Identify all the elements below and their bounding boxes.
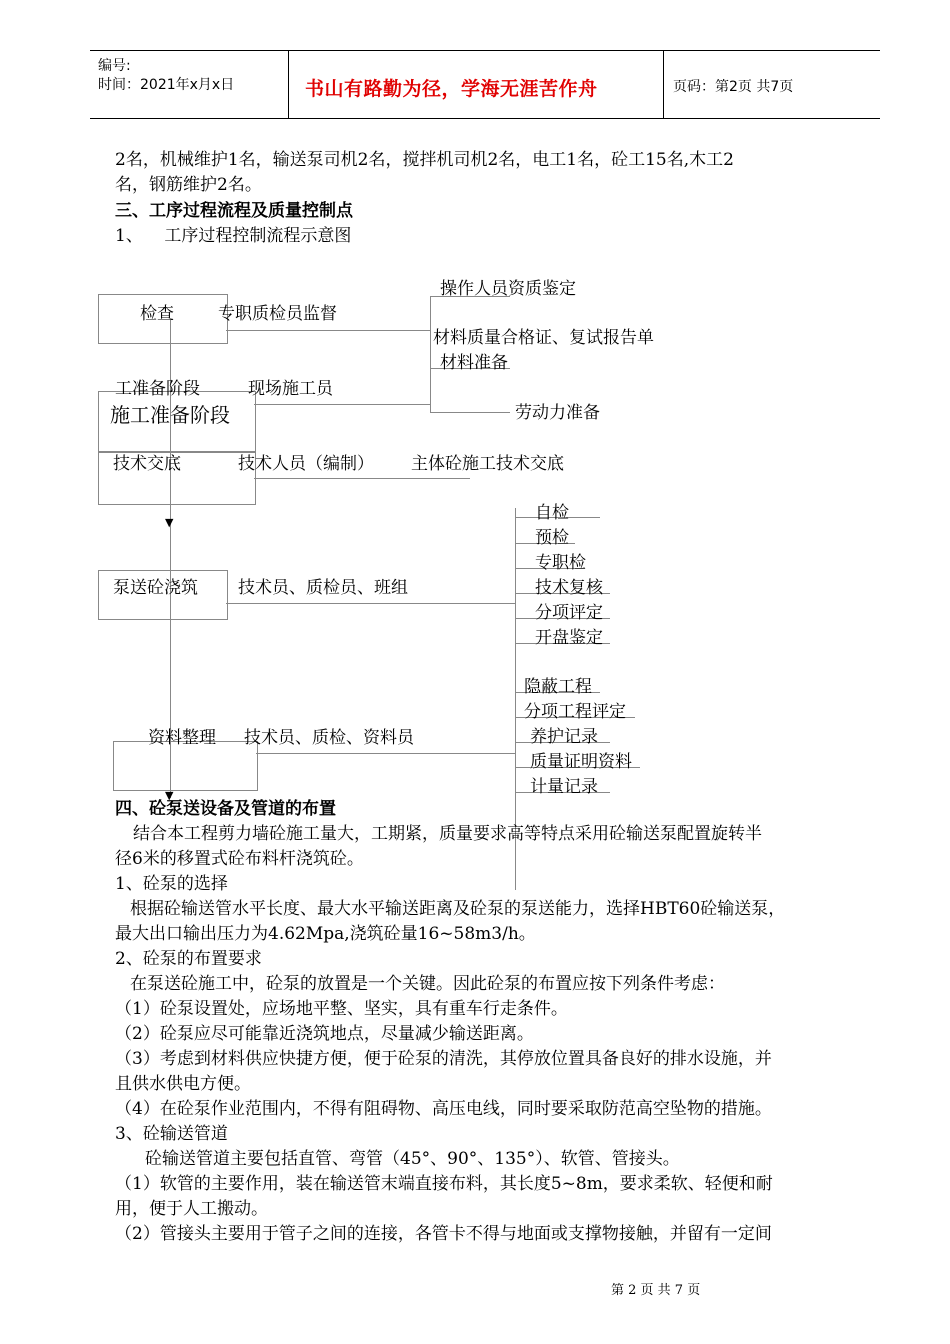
connector-prep [254,404,430,405]
flow-tech-label: 技术交底 [113,454,181,474]
flow-record-item: 质量证明资料 [530,752,632,772]
flow-check-item: 自检 [535,503,569,523]
section4-j2: （2）管接头主要用于管子之间的连接，各管卡不得与地面或支撑物接触，并留有一定间 [115,1224,772,1244]
flow-record-item: 计量记录 [530,777,598,797]
header-page-label: 页码：第2页 共7页 [673,79,794,95]
page-footer: 第 2 页 共 7 页 [611,1283,701,1298]
section4-sub1: 1、砼泵的选择 [115,874,228,894]
flow-tech-person: 技术人员（编制） [238,454,374,474]
header-divider-right [663,50,664,118]
flow-inspection-person: 专职质检员监督 [218,304,337,324]
section4-p3: 在泵送砼施工中，砼泵的放置是一个关键。因此砼泵的布置应按下列条件考虑： [130,974,725,994]
flow-check-item: 分项评定 [535,603,603,623]
header-time-label: 时间：2021年x月x日 [98,77,235,93]
header-number-label: 编号: [98,58,131,74]
flow-prep-box-label: 施工准备阶段 [110,403,230,427]
flow-documentation-label: 资料整理 [148,728,216,748]
flow-check-item: 预检 [535,528,569,548]
connector-tech [254,478,470,479]
para1-line2: 名，钢筋维护2名。 [115,175,262,195]
flow-prep-person: 现场施工员 [248,379,333,399]
flow-prep-small-label: 工准备阶段 [115,379,200,399]
flow-labor: 劳动力准备 [515,403,600,423]
section4-item3-line2: 且供水供电方便。 [115,1074,251,1094]
section4-p1-line2: 径6米的移置式砼布料杆浇筑砼。 [115,849,364,869]
flow-qualification: 操作人员资质鉴定 [440,279,576,299]
flow-documentation-persons: 技术员、质检、资料员 [244,728,414,748]
arrow-down-icon: ▼ [165,789,174,802]
section4-item4: （4）在砼泵作业范围内，不得有阻碍物、高压电线，同时要采取防范高空坠物的措施。 [115,1099,772,1119]
section3-title: 三、工序过程流程及质量控制点 [115,201,353,221]
flow-record-item: 隐蔽工程 [524,677,592,697]
flow-tech-content: 主体砼施工技术交底 [411,454,564,474]
flow-check-item: 技术复核 [535,578,603,598]
arrow-down-icon: ▼ [165,516,174,529]
flow-inspection-label: 检查 [140,304,174,324]
header-bottom-rule [90,118,880,119]
flow-check-item: 专职检 [535,553,586,573]
flow-material-cert: 材料质量合格证、复试报告单 [433,328,654,348]
connector-top-group-vertical [430,296,431,412]
section4-p2-line1: 根据砼输送管水平长度、最大水平输送距离及砼泵的泵送能力，选择HBT60砼输送泵， [130,899,786,919]
section4-sub3: 3、砼输送管道 [115,1124,228,1144]
header-motto: 书山有路勤为径，学海无涯苦作舟 [305,78,598,100]
connector-labor [430,412,510,413]
section4-item2: （2）砼泵应尽可能靠近浇筑地点，尽量减少输送距离。 [115,1024,534,1044]
section4-sub2: 2、砼泵的布置要求 [115,949,262,969]
section4-j1-line2: 用，便于人工搬动。 [115,1199,268,1219]
flow-record-item: 养护记录 [530,727,598,747]
section4-j1-line1: （1）软管的主要作用，装在输送管末端直接布料，其长度5~8m，要求柔软、轻便和耐 [115,1174,773,1194]
flow-material-prep: 材料准备 [440,353,508,373]
header-divider-left [288,50,289,118]
section3-subtitle: 1、 工序过程控制流程示意图 [115,226,352,246]
flow-record-item: 分项工程评定 [524,702,626,722]
para1-line1: 2名，机械维护1名，输送泵司机2名，搅拌机司机2名，电工1名，砼工15名,木工2 [115,150,734,170]
connector-documentation [256,753,515,754]
header-top-rule [90,50,880,51]
flow-pumping-label: 泵送砼浇筑 [113,578,198,598]
flow-check-item: 开盘鉴定 [535,628,603,648]
flow-box-documentation [113,741,258,791]
section4-p1-line1: 结合本工程剪力墙砼施工量大，工期紧，质量要求高等特点采用砼输送泵配置旋转半 [133,824,762,844]
connector-inspection [226,330,430,331]
connector-pumping [226,603,515,604]
section4-p2-line2: 最大出口输出压力为4.62Mpa,浇筑砼量16~58m3/h。 [115,924,536,944]
flow-pumping-persons: 技术员、质检员、班组 [238,578,408,598]
section4-item3-line1: （3）考虑到材料供应快捷方便，便于砼泵的清洗，其停放位置具备良好的排水设施，并 [115,1049,772,1069]
section4-item1: （1）砼泵设置处，应场地平整、坚实，具有重车行走条件。 [115,999,568,1019]
section4-p4: 砼输送管道主要包括直管、弯管（45°、90°、135°）、软管、管接头。 [145,1149,680,1169]
section4-title: 四、砼泵送设备及管道的布置 [115,799,336,819]
